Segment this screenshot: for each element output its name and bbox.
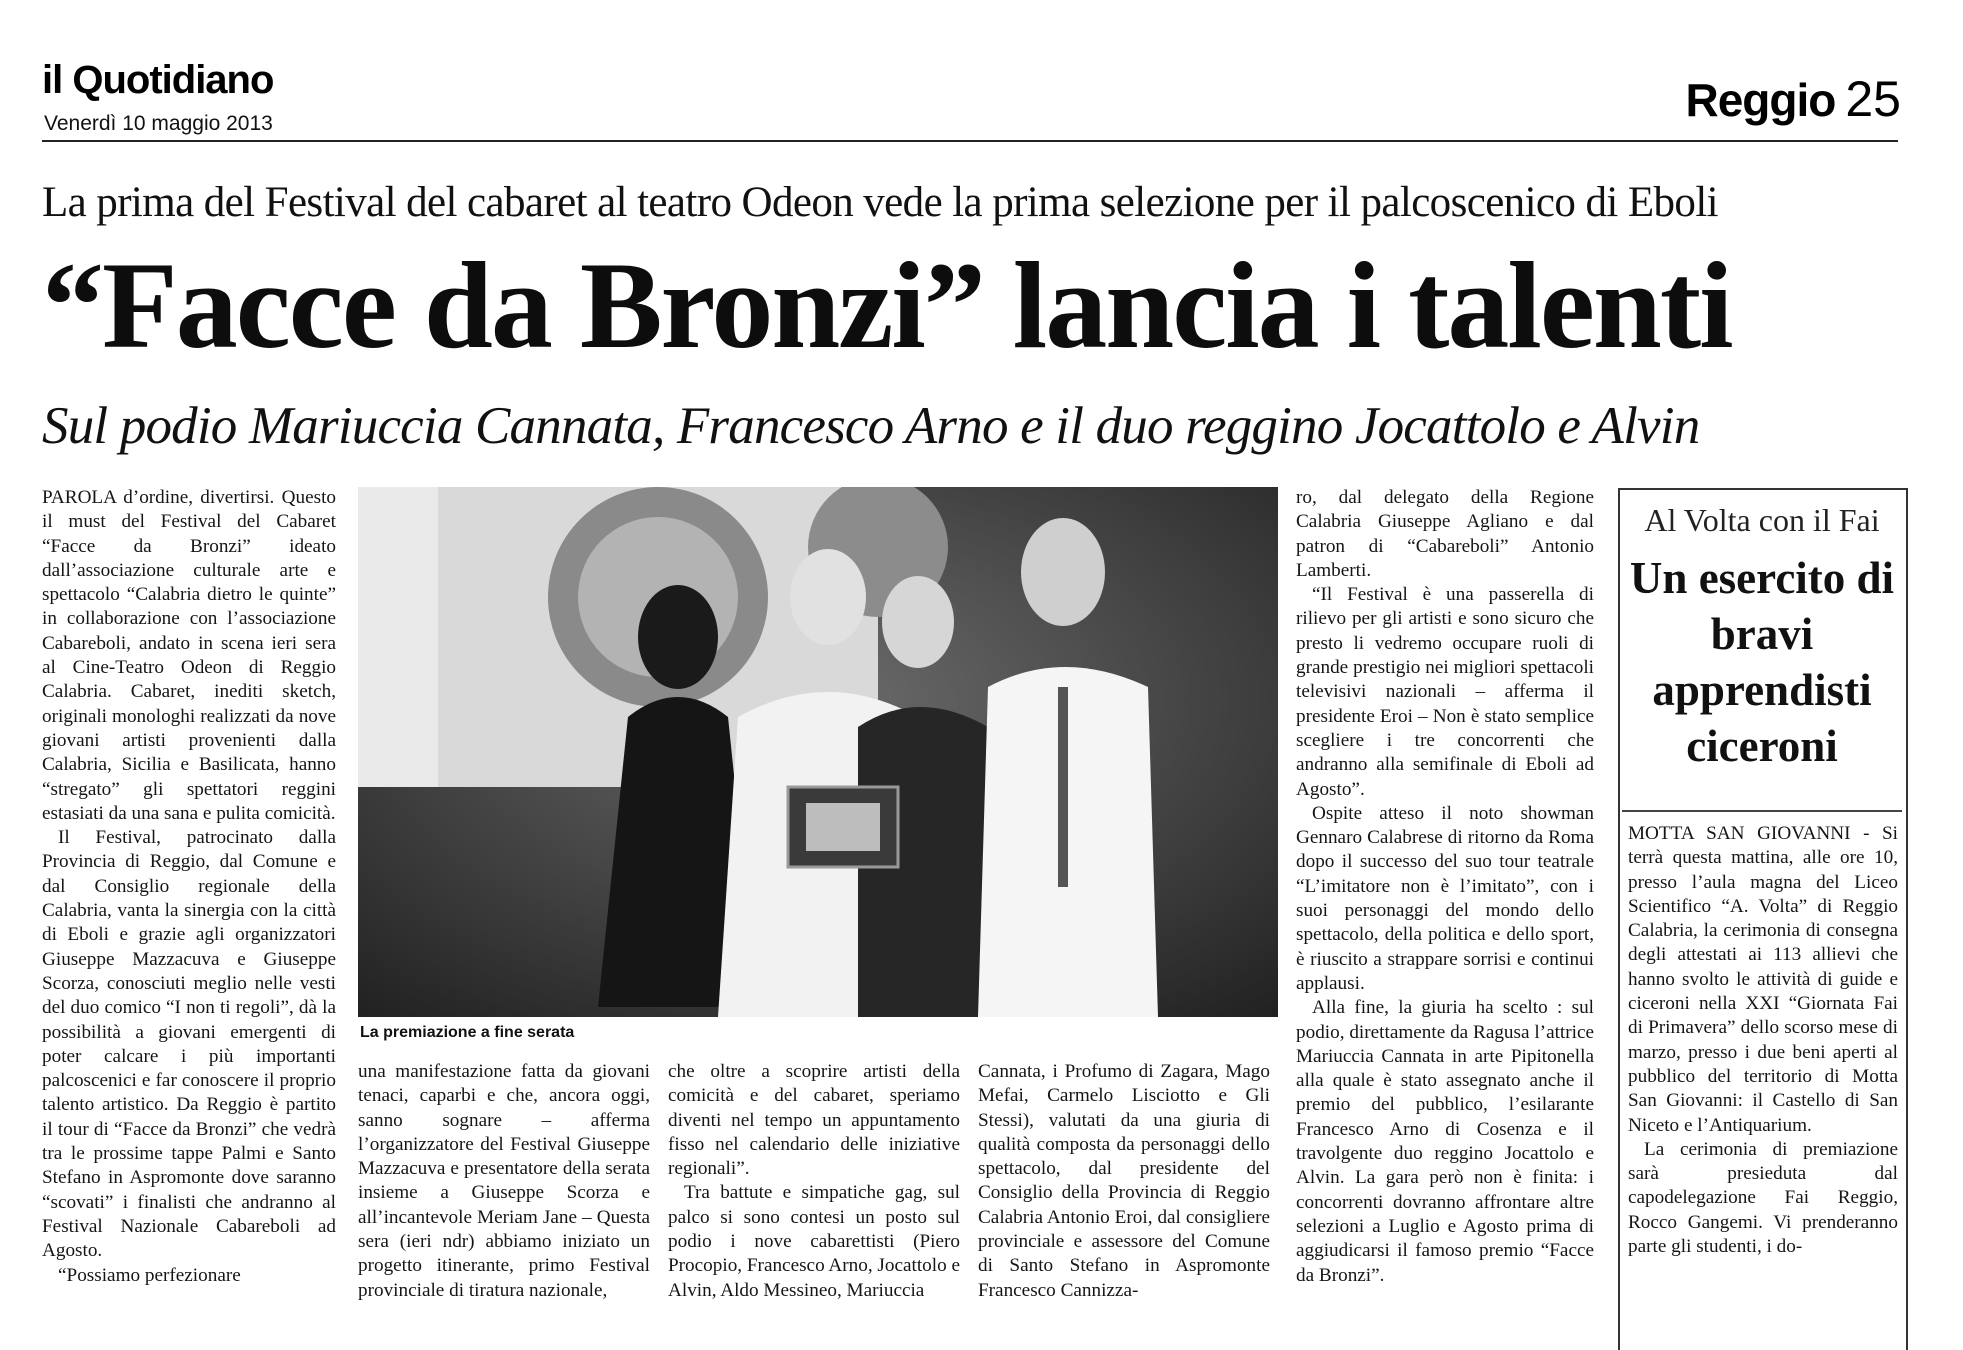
sidebar-rule [1622,810,1902,812]
article-kicker: La prima del Festival del cabaret al teatro Odeon vede la prima selezione per il palcoscenico di Eboli [42,179,1719,226]
section-name: Reggio [1685,74,1836,126]
newspaper-logo: il Quotidiano [42,58,274,102]
sidebar-title: Un esercito di bravi apprendisti ciceroni [1629,553,1895,771]
sidebar-kicker: Al Volta con il Fai [1644,502,1880,538]
paragraph: MOTTA SAN GIOVANNI - Si terrà questa mattina, alle ore 10, presso l’aula magna del Liceo Scientifico “A. Volta” di Reggio Calabria, la cerimonia di consegna degli attestati ai 113 allievi che hanno svolto le attività di guide e ciceroni nella XXI “Giornata Fai di Primavera” dello scorso mese di marzo, presso i due beni aperti al pubblico del territorio di Motta San Giovanni: il Castello di San Niceto e l’Antiquarium. [1628,823,1898,1136]
issue-date: Venerdì 10 maggio 2013 [44,112,273,135]
paragraph: Alla fine, la giuria ha scelto : sul podio, direttamente da Ragusa l’attrice Mariuccia Cannata in arte Pipitonella alla quale è stato assegnato anche il premio del pubblico, l’esilarante Francesco Arno di Cosenza e il travolgente duo reggino Jocattolo e Alvin. La gara però non è finita: i concorrenti dovranno affrontare altre selezioni a Luglio e Agosto prima di aggiudicarsi il famoso premio “Facce da Bronzi”. [1296,997,1594,1286]
photo-caption: La premiazione a fine serata [360,1024,575,1041]
article-column-2 [358,1060,650,1303]
paragraph: Il Festival, patrocinato dalla Provincia di Reggio, dal Comune e dal Consiglio regionale della Calabria, vanta la sinergia con la città di Eboli e grazie agli organizzatori Giuseppe Mazzacuva e Giuseppe Scorza, conosciuti meglio nelle vesti del duo comico “I non ti regoli”, dà la possibilità a giovani emergenti di poter calcare i più importanti palcoscenici e far conoscere il proprio talento artistico. Da Reggio è partito il tour di “Facce da Bronzi” che vedrà tra le prossime tappe Palmi e Santo Stefano in Aspromonte dove saranno “scovati” i finalisti che andranno al Festival Nazionale Cabareboli ad Agosto. [42,827,336,1262]
sidebar-body [1628,822,1898,1259]
paragraph: “Il Festival è una passerella di rilievo per gli artisti e sono sicuro che presto li vedremo occupare ruoli di grande prestigio nei migliori spettacoli televisivi nazionali – afferma il presidente Eroi – Non è stato semplice scegliere i tre concorrenti che andranno alla semifinale di Eboli ad Agosto”. [1296,584,1594,800]
paragraph: una manifestazione fatta da giovani tenaci, caparbi e che, ancora oggi, sanno sognare – afferma l’organizzatore del Festival Giuseppe Mazzacuva e presentatore della serata insieme a Giuseppe Scorza e all’incantevole Meriam Jane – Questa sera (ieri ndr) abbiamo iniziato un progetto itinerante, primo Festival provinciale di tiratura nazionale, [358,1061,650,1301]
article-photo [358,487,1278,1017]
article-column-5 [1296,486,1594,1288]
paragraph: Cannata, i Profumo di Zagara, Mago Mefai, Carmelo Lisciotto e Gli Stessi), valutati da una giuria di qualità composta da personaggi dello spettacolo, dal presidente del Consiglio della Provincia di Reggio Calabria Antonio Eroi, dal consigliere provinciale e assessore del Comune di Santo Stefano in Aspromonte Francesco Cannizza- [978,1061,1270,1301]
paragraph: Ospite atteso il noto showman Gennaro Calabrese di ritorno da Roma dopo il successo del suo tour teatrale “L’imitatore non è l’imitato”, con i suoi personaggi del mondo dello spettacolo, della politica e dello sport, è riuscito a strappare sorrisi e continui applausi. [1296,802,1594,994]
award-ceremony-photo [358,487,1278,1017]
article-headline: “Facce da Bronzi” lancia i talenti [42,237,1732,374]
article-column-3 [668,1060,960,1303]
paragraph: PAROLA d’ordine, divertirsi. Questo il must del Festival del Cabaret “Facce da Bronzi” ideato dall’associazione culturale arte e spettacolo “Calabria dietro le quinte” in collaborazione con l’associazione Cabareboli, andato in scena ieri sera al Cine-Teatro Odeon di Reggio Calabria. Cabaret, inediti sketch, originali monologhi realizzati da nove giovani artisti provenienti dalla Calabria, Sicilia e Basilicata, hanno “stregato” gli spettatori reggini estasiati da una sana e pulita comicità. [42,487,336,824]
paragraph: “Possiamo perfezionare [58,1264,241,1286]
paragraph: Tra battute e simpatiche gag, sul palco si sono contesi un posto sul podio i nove cabarettisti (Piero Procopio, Francesco Arno, Jocattolo e Alvin, Aldo Messineo, Mariuccia [668,1182,961,1301]
article-column-4 [978,1060,1270,1303]
section-header [1685,70,1901,128]
article-subhead: Sul podio Mariuccia Cannata, Francesco Arno e il duo reggino Jocattolo e Alvin [42,397,1700,455]
paragraph: ro, dal delegato della Regione Calabria Giuseppe Agliano e dal patron di “Cabareboli” Antonio Lamberti. [1296,487,1594,581]
page-number: 25 [1845,71,1901,127]
masthead-rule [42,140,1898,142]
paragraph: che oltre a scoprire artisti della comicità e del cabaret, speriamo diventi nel tempo un appuntamento fisso nel calendario delle iniziative regionali”. [668,1061,960,1180]
paragraph: La cerimonia di premiazione sarà presieduta dal capodelegazione Fai Reggio, Rocco Gangemi. Vi prenderanno parte gli studenti, i do- [1628,1138,1898,1258]
article-column-1 [42,486,336,1288]
